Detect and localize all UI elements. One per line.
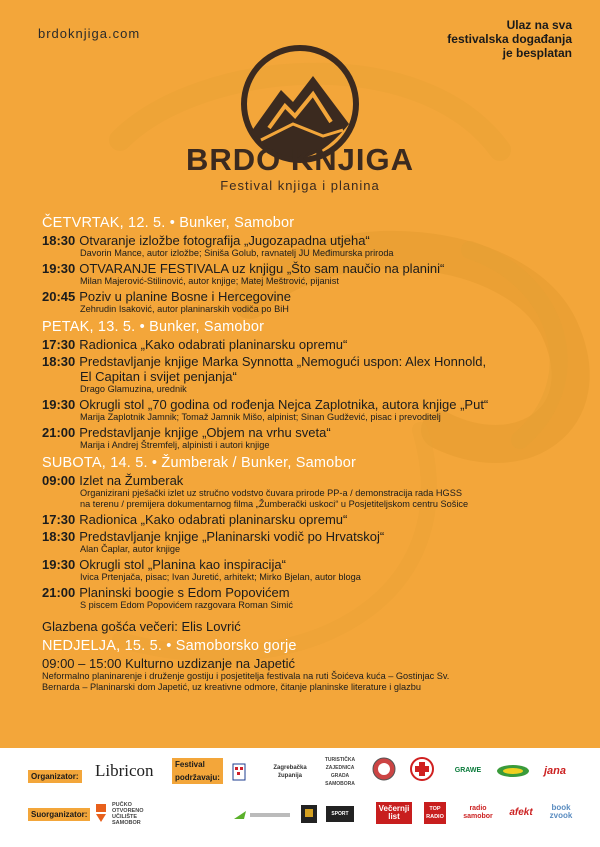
event-item [42, 512, 582, 527]
event-item [42, 397, 582, 423]
event-time: 19:30 [42, 261, 76, 276]
radio-samobor-logo: radio samobor [463, 805, 493, 820]
event-item [42, 354, 582, 395]
event-item [42, 557, 582, 583]
event-title: Izlet na Žumberak [79, 473, 184, 488]
pou-samobor-mark-icon [94, 802, 108, 824]
event-title: Predstavljanje knjige „Objem na vrhu sveta“ [79, 425, 331, 440]
event-time: 17:30 [42, 512, 76, 527]
jana-logo: jana [543, 765, 566, 777]
musical-guest: Glazbena gošća večeri: Elis Lovrić [42, 619, 241, 634]
partners-footer [0, 748, 600, 847]
green-arrow-logo-icon [232, 808, 292, 822]
event-title: OTVARANJE FESTIVALA uz knjigu „Što sam naučio na planini“ [79, 261, 445, 276]
event-time: 20:45 [42, 289, 76, 304]
event-time: 21:00 [42, 585, 76, 600]
event-title: Planinski boogie s Edom Popovićem [79, 585, 290, 600]
event-item [42, 425, 582, 451]
festival-title: BRDO KNJIGA [185, 142, 414, 177]
pou-samobor-logo: PUČKO OTVORENO UČILIŠTE SAMOBOR [112, 802, 144, 826]
event-time: 19:30 [42, 557, 76, 572]
event-title: Okrugli stol „70 godina od rođenja Nejca Zaplotnika, autora knjige „Put“ [79, 397, 489, 412]
event-title-continued: El Capitan i svijet penjanja“ [80, 369, 237, 384]
organizer-label: Organizator: [28, 770, 82, 783]
event-desc: Marija i Andrej Štremfelj, alpinisti i autori knjige [80, 440, 270, 450]
event-desc: Marija Zaplotnik Jamnik; Tomaž Jamnik Mišo, alpinist; Sinan Gudžević, pisac i prevoditelj [80, 412, 441, 422]
event-title: Poziv u planine Bosne i Hercegovine [79, 289, 291, 304]
program-schedule [42, 211, 582, 693]
day-heading-thursday: ČETVRTAK, 12. 5. • Bunker, Samobor [42, 215, 295, 231]
event-time: 18:30 [42, 354, 76, 369]
event-title: Predstavljanje knjige „Planinarski vodič po Hrvatskoj“ [79, 529, 385, 544]
event-desc: Neformalno planinarenje i druženje gostiju i posjetitelja festivala na ruti Šoićeva kuća – Gostinjac Sv. [42, 671, 450, 681]
green-brand-logo-icon [496, 764, 530, 778]
event-desc: S piscem Edom Popovićem razgovara Roman Simić [80, 600, 293, 610]
event-desc: Zehrudin Isaković, autor planinarskih vodiča po BiH [80, 304, 289, 314]
event-time: 18:30 [42, 233, 76, 248]
event-title: 09:00 – 15:00 Kulturno uzdizanje na Japetić [42, 656, 295, 671]
event-desc: Organizirani pješački izlet uz stručno vodstvo čuvara prirode PP-a / demonstracija rada HGSS [80, 488, 462, 498]
event-desc: Drago Glamuzina, urednik [80, 384, 187, 394]
event-time: 21:00 [42, 425, 76, 440]
day-heading-sunday: NEDJELJA, 15. 5. • Samoborsko gorje [42, 638, 297, 654]
day-heading-friday: PETAK, 13. 5. • Bunker, Samobor [42, 319, 265, 335]
vecernji-list-logo: Večernji list [376, 802, 412, 824]
top-radio-logo: TOP RADIO [424, 802, 446, 824]
rescue-cross-icon [410, 757, 434, 781]
support-label: Festival podržavaju: [172, 758, 223, 784]
event-desc: na terenu / premijera dokumentarnog filma „Žumberački uskoci“ u Posjetiteljskom centru Sošice [80, 499, 469, 509]
event-item [42, 233, 582, 259]
event-desc: Bernarda – Planinarski dom Japetić, uz kreativne odmore, čitanje planinske literature i glazbu [42, 682, 421, 692]
event-time: 09:00 [42, 473, 76, 488]
zagrebacka-zupanija-logo: Zagrebačka županija [273, 765, 307, 779]
hgss-badge-icon [372, 756, 396, 782]
event-item [42, 473, 582, 510]
event-title: Otvaranje izložbe fotografija „Jugozapadna utjeha“ [79, 233, 370, 248]
event-item [42, 289, 582, 315]
tourist-board-logo: TURISTIČKA ZAJEDNICA GRADA SAMOBORA [324, 757, 356, 787]
coorganizer-label: Suorganizator: [28, 808, 90, 821]
event-title: Predstavljanje knjige Marka Synnotta „Nemogući uspon: Alex Honnold, [79, 354, 487, 369]
day-heading-saturday: SUBOTA, 14. 5. • Žumberak / Bunker, Samobor [42, 455, 357, 471]
event-desc: Alan Čaplar, autor knjige [80, 544, 181, 554]
event-time: 17:30 [42, 337, 76, 352]
event-item [42, 585, 582, 611]
event-item [42, 529, 582, 555]
free-entry-note: Ulaz na sva festivalska događanja je besplatan [447, 18, 572, 60]
afekt-logo: afekt [509, 807, 533, 818]
event-desc: Ivica Prtenjača, pisac; Ivan Juretić, arhitekt; Mirko Bjelan, autor bloga [80, 572, 361, 582]
website-url[interactable]: brdoknjiga.com [38, 26, 141, 41]
event-desc: Milan Majerović-Stilinović, autor knjige; Matej Meštrović, pijanist [80, 276, 339, 286]
event-title: Radionica „Kako odabrati planinarsku opremu“ [79, 337, 348, 352]
event-desc: Davorin Mance, autor izložbe; Siniša Golub, ravnatelj JU Međimurska priroda [80, 248, 394, 258]
event-time: 18:30 [42, 529, 76, 544]
grawe-logo: GRAWE [454, 767, 482, 774]
libricon-logo: Libricon [95, 761, 154, 780]
trophy-icon [300, 804, 318, 824]
sport-logo-icon: SPORT [326, 806, 354, 822]
book-zvook-logo: book zvook [549, 803, 573, 820]
event-item [42, 261, 582, 287]
event-time: 19:30 [42, 397, 76, 412]
event-item [42, 337, 582, 352]
event-title: Radionica „Kako odabrati planinarsku opremu“ [79, 512, 348, 527]
event-title: Okrugli stol „Planina kao inspiracija“ [79, 557, 286, 572]
croatia-coat-icon [232, 762, 246, 782]
festival-subtitle: Festival knjiga i planina [220, 178, 380, 193]
